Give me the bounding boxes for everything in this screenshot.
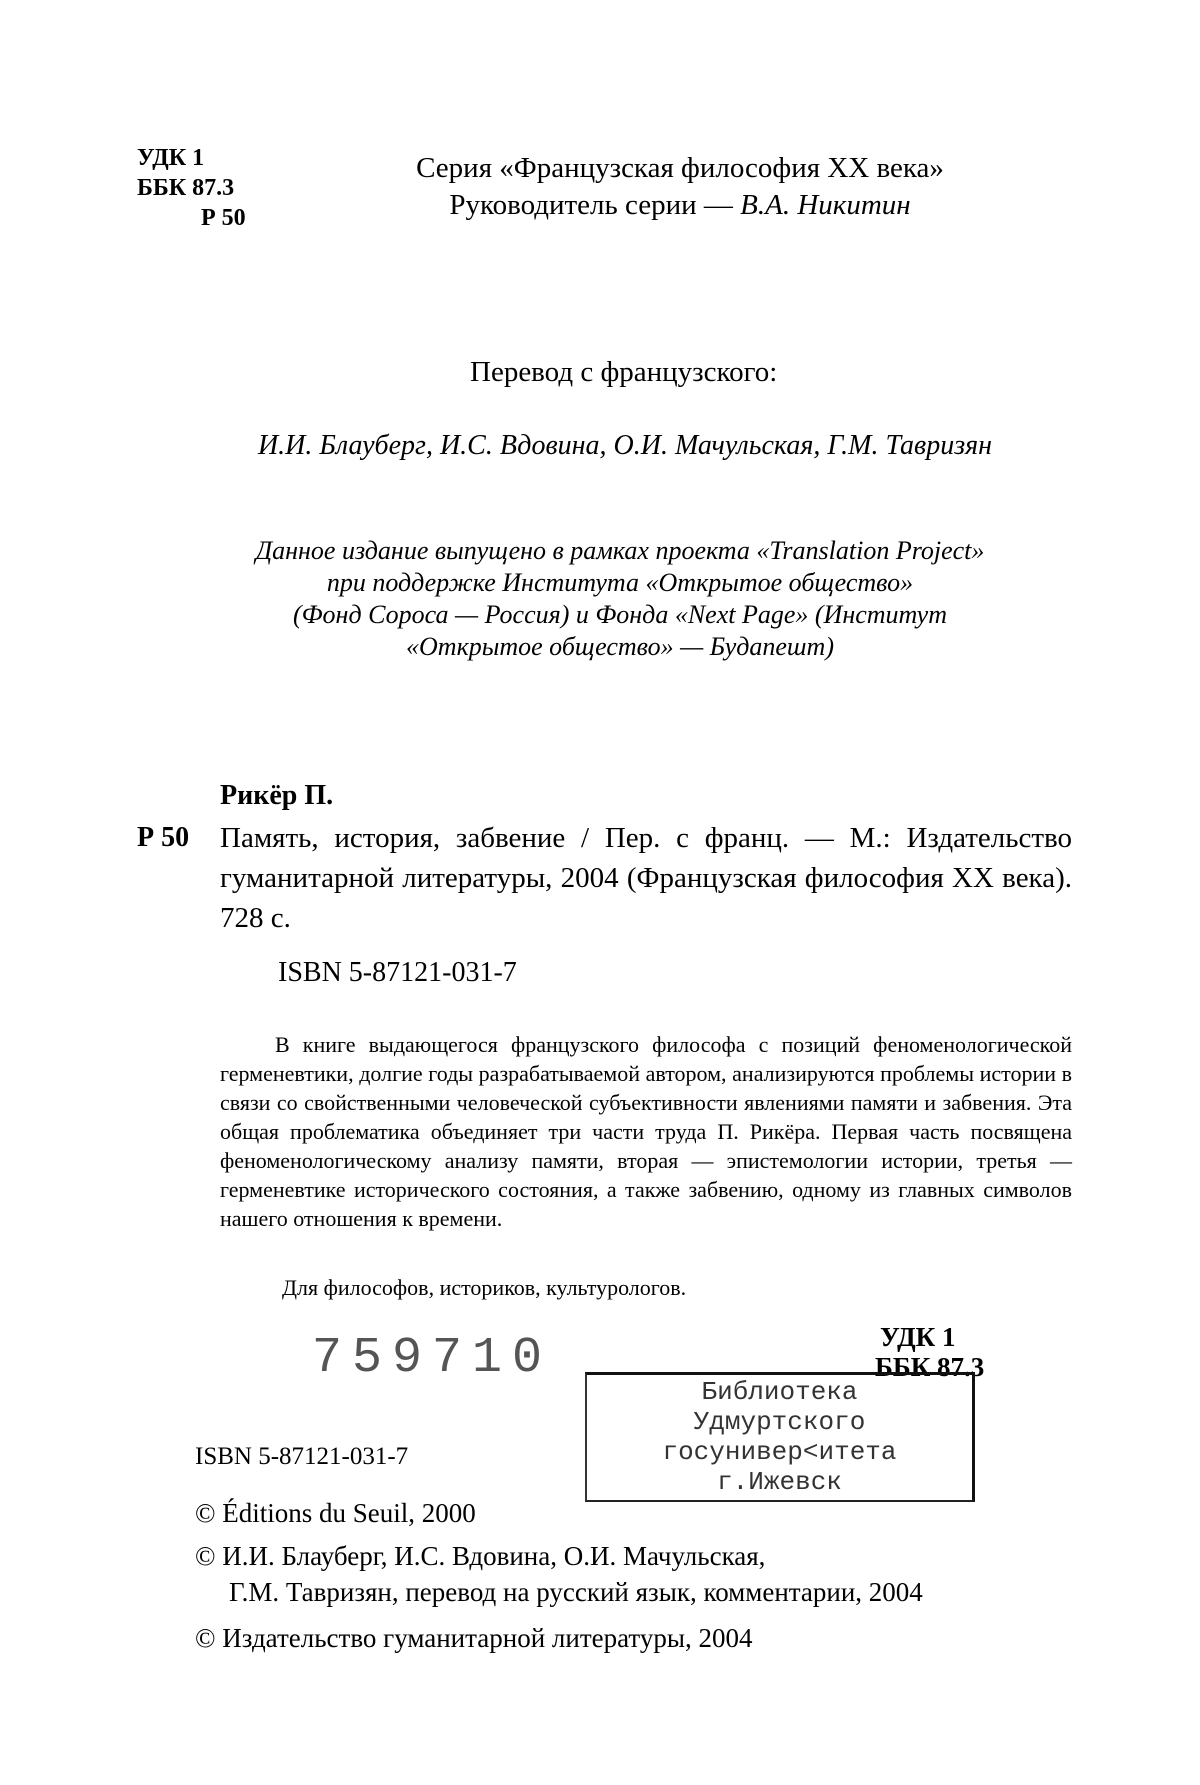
project-note-line: (Фонд Сороса — Россия) и Фонда «Next Page» (Институт xyxy=(292,600,947,629)
copyright-translators-line: Г.М. Тавризян, перевод на русский язык, комментарии, 2004 xyxy=(229,1577,923,1607)
bottom-udk: УДК 1 xyxy=(880,1322,956,1352)
stamp-line: Удмуртского xyxy=(693,1407,866,1437)
bbk-code: ББК 87.3 xyxy=(137,175,235,201)
isbn-bottom: ISBN 5-87121-031-7 xyxy=(195,1443,409,1470)
catalog-code: Р 50 xyxy=(137,822,190,853)
series-title: Серия «Французская философия XX века» xyxy=(416,152,944,184)
catalog-isbn: ISBN 5-87121-031-7 xyxy=(278,957,517,988)
project-note-line: «Открытое общество» — Будапешт) xyxy=(406,632,834,661)
bottom-bbk: ББК 87.3 xyxy=(875,1352,985,1382)
copyright-translators-line: © И.И. Блауберг, И.С. Вдовина, О.И. Мачульская, xyxy=(195,1541,766,1571)
stamp-line: г.Ижевск xyxy=(717,1467,842,1497)
translators: И.И. Блауберг, И.С. Вдовина, О.И. Мачульская, Г.М. Тавризян xyxy=(257,430,993,461)
abstract xyxy=(220,1030,1072,1233)
series-editor xyxy=(330,187,1030,224)
library-stamp xyxy=(585,1372,975,1502)
stamp-line: госунивер<итета xyxy=(662,1437,897,1467)
copyright-publisher: © Издательство гуманитарной литературы, 2004 xyxy=(195,1623,753,1653)
catalog-author: Рикёр П. xyxy=(220,780,334,811)
copyright-seuil: © Éditions du Seuil, 2000 xyxy=(195,1498,476,1528)
catalog-entry: Память, история, забвение / Пер. с франц. — М.: Издательство гуманитарной литературы, 2004 (Французская философия XX века). 728 с. xyxy=(220,822,1072,934)
copyright-translators xyxy=(195,1538,923,1610)
abstract-text: В книге выдающегося французского философа с позиций феноменологической герменевтики, долгие годы разрабатываемой автором, анализируются проблемы истории в связи со свойственными человеческой субъективности явлениями памяти и забвения. Эта общая проблематика объединяет три части труда П. Рикёра. Первая часть посвящена феноменологическому анализу памяти, вторая — эпистемологии истории, третья — герменевтике исторического состояния, а также забвению, одному из главных символов нашего отношения к времени. xyxy=(220,1032,1072,1231)
project-note xyxy=(170,535,1070,663)
series-info xyxy=(330,150,1030,224)
audience: Для философов, историков, культурологов. xyxy=(282,1275,687,1300)
inventory-number: 759710 xyxy=(312,1330,553,1387)
project-note-line: Данное издание выпущено в рамках проекта «Translation Project» xyxy=(255,536,985,565)
project-note-line: при поддержке Института «Открытое общество» xyxy=(326,568,914,597)
classification-block xyxy=(137,143,246,233)
author-mark: Р 50 xyxy=(201,205,246,231)
series-editor-name: В.А. Никитин xyxy=(740,189,911,221)
udk-code: УДК 1 xyxy=(137,145,205,171)
translation-heading: Перевод с французского: xyxy=(470,356,778,388)
stamp-line: Библиотека xyxy=(701,1377,858,1407)
series-editor-prefix: Руководитель серии — xyxy=(449,189,741,221)
